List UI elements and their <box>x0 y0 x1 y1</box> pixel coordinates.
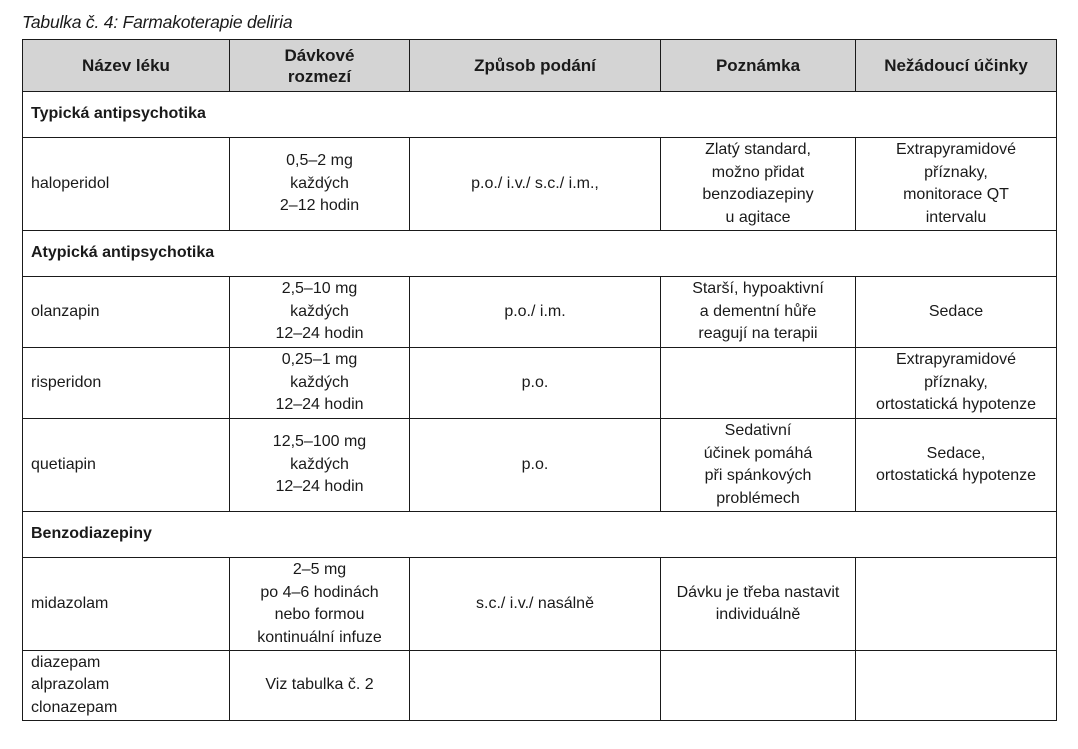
dose-cell <box>230 277 410 348</box>
cell-line: risperidon <box>31 373 102 391</box>
cell-line: každých <box>290 302 349 320</box>
pharmacotherapy-table <box>22 39 1057 721</box>
section-row-typical <box>23 92 1057 138</box>
cell-line: midazolam <box>31 594 109 612</box>
cell-line: Extrapyramidové <box>895 351 1017 369</box>
section-row-atypical <box>23 231 1057 277</box>
cell-line: 12–24 hodin <box>275 396 364 414</box>
cell-line: problémech <box>716 489 800 507</box>
dose-cell <box>230 651 410 721</box>
side-effects-cell <box>856 138 1057 231</box>
header-note: Poznámka <box>661 40 856 92</box>
cell-line: Dávku je třeba nastavit <box>676 583 840 601</box>
cell-line: quetiapin <box>31 455 96 473</box>
cell-line: 12,5–100 mg <box>272 433 367 451</box>
dose-cell <box>230 558 410 651</box>
dose-cell <box>230 348 410 419</box>
drug-name-cell <box>23 419 230 512</box>
cell-line: benzodiazepiny <box>702 186 814 203</box>
cell-line: monitorace QT <box>903 186 1009 203</box>
cell-line: 0,25–1 mg <box>281 351 358 369</box>
note-cell <box>661 558 856 651</box>
table-row-risperidon <box>23 348 1057 419</box>
drug-name-cell <box>23 138 230 231</box>
note-cell <box>661 348 856 419</box>
cell-line: po 4–6 hodinách <box>260 583 379 601</box>
section-row-benzodiazepines <box>23 512 1057 558</box>
table-row-quetiapin <box>23 419 1057 512</box>
cell-line: u agitace <box>725 208 791 226</box>
cell-line: Zlatý standard, <box>705 141 811 158</box>
route-cell: p.o. <box>410 348 661 419</box>
cell-line: ortostatická hypotenze <box>875 396 1037 414</box>
route-cell <box>410 651 661 721</box>
cell-line: intervalu <box>925 208 987 226</box>
note-cell <box>661 138 856 231</box>
drug-name-cell <box>23 348 230 419</box>
cell-line: 0,5–2 mg <box>286 152 353 170</box>
cell-line: nebo formou <box>274 606 365 623</box>
cell-line: alprazolam <box>31 676 110 694</box>
cell-line: kontinuální infuze <box>257 628 382 646</box>
side-effects-cell <box>856 419 1057 512</box>
header-side-effects: Nežádoucí účinky <box>856 40 1057 92</box>
cell-line: Starší, hypoaktivní <box>692 280 824 298</box>
route-cell: p.o./ i.m. <box>410 277 661 348</box>
cell-line: a dementní hůře <box>699 302 817 320</box>
note-cell <box>661 419 856 512</box>
side-effects-cell <box>856 277 1057 348</box>
cell-line: možno přidat <box>711 163 805 181</box>
table-row-olanzapin <box>23 277 1057 348</box>
cell-line: reagují na terapii <box>698 325 818 343</box>
cell-line: každých <box>290 373 349 391</box>
cell-line: Sedativní <box>724 422 792 439</box>
header-row <box>23 40 1057 92</box>
cell-line: při spánkových <box>704 467 812 484</box>
cell-line: 2–12 hodin <box>279 197 360 215</box>
cell-line: Viz tabulka č. 2 <box>265 676 374 694</box>
cell-line: Extrapyramidové <box>895 141 1017 158</box>
dose-cell <box>230 138 410 231</box>
side-effects-cell <box>856 651 1057 721</box>
drug-name-cell <box>23 277 230 348</box>
cell-line: ortostatická hypotenze <box>875 467 1037 484</box>
note-cell <box>661 277 856 348</box>
cell-line: 2,5–10 mg <box>281 280 358 298</box>
drug-name-cell <box>23 651 230 721</box>
section-title-typical-antipsychotics: Typická antipsychotika <box>23 92 1057 138</box>
cell-line: příznaky, <box>924 163 988 181</box>
cell-line: 2–5 mg <box>292 561 347 578</box>
table-row-midazolam <box>23 558 1057 651</box>
note-cell <box>661 651 856 721</box>
table-caption: Tabulka č. 4: Farmakoterapie deliria <box>22 12 293 32</box>
dose-cell <box>230 419 410 512</box>
cell-line: 12–24 hodin <box>275 478 364 496</box>
cell-line: individuálně <box>715 606 801 623</box>
section-title-atypical-antipsychotics: Atypická antipsychotika <box>23 231 1057 277</box>
drug-name-cell <box>23 558 230 651</box>
section-title-benzodiazepines: Benzodiazepiny <box>23 512 1057 558</box>
route-cell: s.c./ i.v./ nasálně <box>410 558 661 651</box>
side-effects-cell <box>856 348 1057 419</box>
cell-line: každých <box>290 174 349 192</box>
header-route: Způsob podání <box>410 40 661 92</box>
cell-line: haloperidol <box>31 174 110 192</box>
route-cell: p.o./ i.v./ s.c./ i.m., <box>410 138 661 231</box>
cell-line: příznaky, <box>924 373 988 391</box>
cell-line: rozmezí <box>287 66 352 86</box>
cell-line: clonazepam <box>31 698 118 716</box>
cell-line: Sedace <box>928 302 984 320</box>
cell-line: Sedace, <box>926 444 986 462</box>
table-row-other-benzodiazepines <box>23 651 1057 721</box>
table-row-haloperidol <box>23 138 1057 231</box>
cell-line: diazepam <box>31 653 101 671</box>
route-cell: p.o. <box>410 419 661 512</box>
cell-line: Dávkové <box>284 45 355 65</box>
cell-line: účinek pomáhá <box>703 444 813 462</box>
side-effects-cell <box>856 558 1057 651</box>
cell-line: olanzapin <box>31 302 100 320</box>
cell-line: 12–24 hodin <box>275 325 364 343</box>
cell-line: každých <box>290 455 349 473</box>
header-dose-range <box>230 40 410 92</box>
header-drug-name: Název léku <box>23 40 230 92</box>
